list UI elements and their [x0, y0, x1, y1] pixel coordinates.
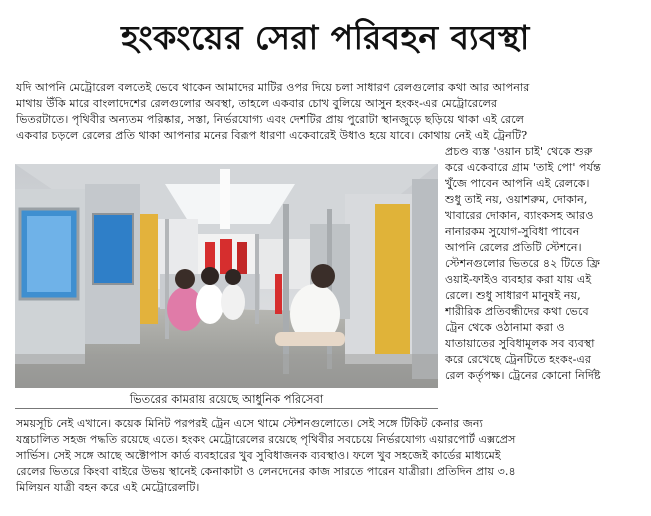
intro-line: মাথায় উঁকি মারে বাংলাদেশের রেলগুলোর অবস্থা, তাহলে একবার চোখ বুলিয়ে আসুন হংকং-এর মেট্রোরেলের	[16, 97, 498, 110]
train-interior-photo	[15, 164, 438, 388]
side-line: যাতায়াতের সুবিধামূলক সব ব্যবস্থা	[445, 337, 595, 350]
photo-caption: ভিতরের কামরায় রয়েছে আধুনিক পরিসেবা	[15, 390, 438, 409]
side-line: শুধু তাই নয়, ওয়াশরুম, দোকান,	[445, 193, 588, 206]
closing-line: সার্ভিস। সেই সঙ্গে আছে অক্টোপাস কার্ড ব্যবহারের খুব সুবিধাজনক ব্যবস্থাও। ফলে খুব সহজেই কার্ডের মাধ্যমেই	[16, 449, 501, 462]
closing-line: মিলিয়ন যাত্রী বহন করে এই মেট্রোরেলটি।	[16, 481, 200, 494]
closing-line: যন্ত্রচালিত সহজ পদ্ধতি রয়েছে এতে। হংকং মেট্রোরেলের রয়েছে পৃথিবীর সবচেয়ে নির্ভরযোগ্য এয়ারপোর্ট এক্সপ্রেস	[16, 433, 516, 446]
side-line: আপনি রেলের প্রতিটি স্টেশনে।	[445, 241, 582, 254]
side-line: রেল কর্তৃপক্ষ। ট্রেনের কোনো নির্দিষ্ট	[445, 369, 601, 382]
side-line: করে রেখেছে ট্রেনটিতে হংকং-এর	[445, 353, 592, 366]
closing-line: সময়সূচি নেই এখানে। কয়েক মিনিট পরপরই ট্রেন এসে থামে স্টেশনগুলোতে। সেই সঙ্গে টিকিট কেনার জন্য	[16, 417, 483, 430]
side-line: শারীরিক প্রতিবন্ধীদের কথা ভেবে	[445, 305, 589, 318]
side-line: খুঁজে পাবেন আপনি এই রেলকে।	[445, 177, 590, 190]
side-line: ট্রেন থেকে ওঠানামা করা ও	[445, 321, 565, 334]
intro-line: যদি আপনি মেট্রোরেল বলতেই ভেবে থাকেন আমাদের মাটির ওপর দিয়ে চলা সাধারণ রেলগুলোর কথা আর আপনার	[16, 81, 530, 94]
side-line: প্রচণ্ড ব্যস্ত 'ওয়ান চাই' থেকে শুরু	[445, 145, 593, 158]
intro-line: একবার চড়লে রেলের প্রতি থাকা আপনার মনের বিরূপ ধারণা একেবারেই উধাও হয়ে যাবে। কোথায় নেই এই ট্রেনটি?	[16, 129, 528, 142]
side-line: স্টেশনগুলোর ভিতরে ৪২ টিতে ফ্রি	[445, 257, 600, 270]
train-interior-illustration	[15, 164, 438, 388]
headline: হংকংয়ের সেরা পরিবহন ব্যবস্থা	[121, 18, 530, 57]
side-line: খাবারের দোকান, ব্যাংকসহ আরও	[445, 209, 594, 222]
side-line: রেলে। শুধু সাধারণ মানুষই নয়,	[445, 289, 581, 302]
intro-line: ভিতরটাতে। পৃথিবীর অন্যতম পরিষ্কার, সস্তা, নির্ভরযোগ্য এবং দেশটির প্রায় পুরোটা স্থানজুড়ে ছড়িয়ে থাকা এই রেলে	[16, 113, 525, 126]
side-line: করে একেবারে গ্রাম 'তাই পো' পর্যন্ত	[445, 161, 601, 174]
closing-line: রেলের ভিতরে কিংবা বাইরে উভয় স্থানেই কেনাকাটা ও লেনদেনের কাজ সারতে পারেন যাত্রীরা। প্রতিদিন প্রায় ৩.৪	[16, 465, 516, 478]
side-line: ওয়াই-ফাইও ব্যবহার করা যায় এই	[445, 273, 592, 286]
side-line: নানারকম সুযোগ-সুবিধা পাবেন	[445, 225, 580, 238]
